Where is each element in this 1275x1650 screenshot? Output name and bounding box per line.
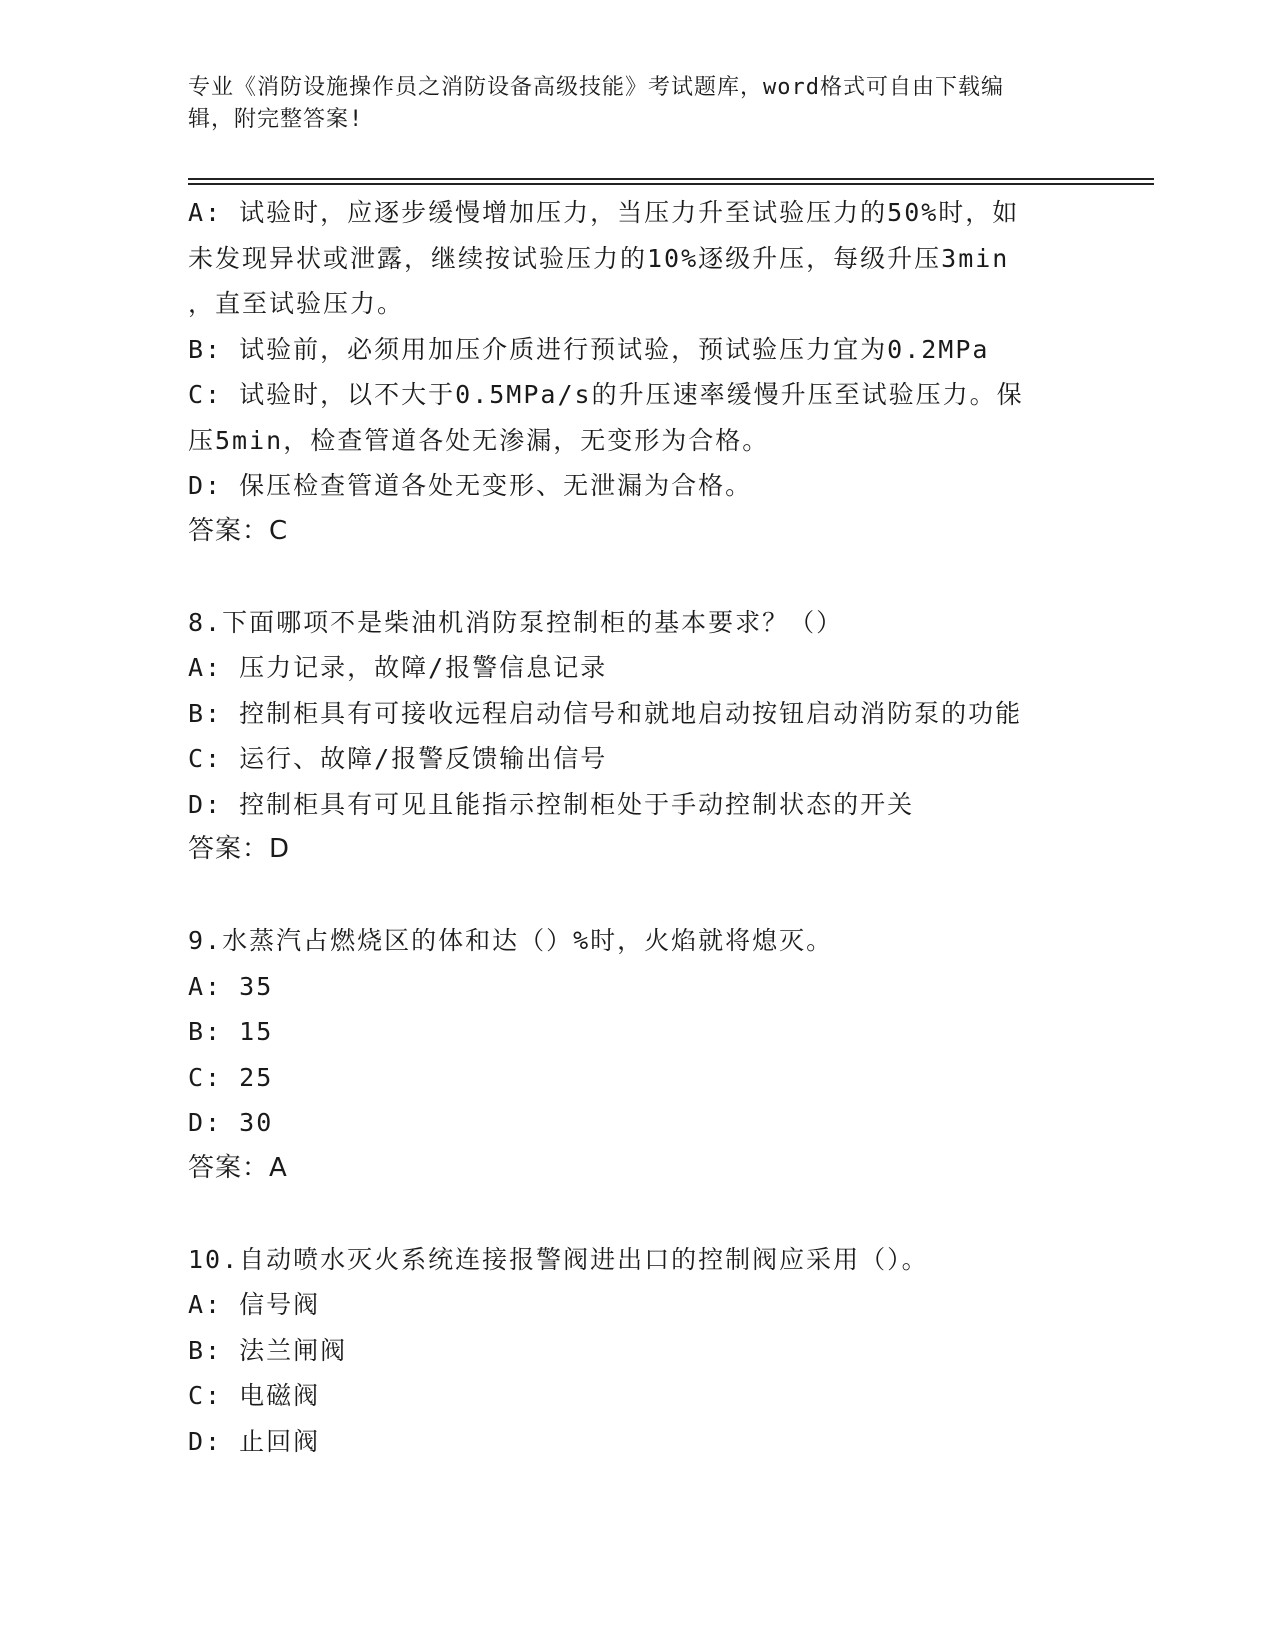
document-header [188, 72, 1068, 136]
q9-option-a: A: 35 [188, 971, 274, 1001]
q9-option-b: B: 15 [188, 1017, 274, 1046]
q8-answer: 答案：D [188, 834, 291, 864]
q10-question: 10.自动喷水灭火系统连接报警阀进出口的控制阀应采用（）。 [188, 1244, 929, 1274]
q10-option-a: A: 信号阀 [188, 1290, 321, 1319]
q10-option-c: C: 电磁阀 [188, 1381, 321, 1410]
q7-option-a-line1: A: 试验时，应逐步缓慢增加压力，当压力升至试验压力的50%时，如 [188, 198, 1020, 227]
q8-option-c: C: 运行、故障/报警反馈输出信号 [188, 744, 608, 773]
question-8-block [188, 600, 1088, 873]
q8-option-b: B: 控制柜具有可接收远程启动信号和就地启动按钮启动消防泵的功能 [188, 698, 1023, 728]
q7-option-c-line2: 压5min，检查管道各处无渗漏，无变形为合格。 [188, 425, 770, 455]
question-9-block [188, 918, 1088, 1191]
q7-option-d: D: 保压检查管道各处无变形、无泄漏为合格。 [188, 471, 753, 500]
header-divider-bottom [188, 183, 1154, 185]
header-divider-top [188, 178, 1154, 180]
q9-question: 9.水蒸汽占燃烧区的体和达（）%时，火焰就将熄灭。 [188, 926, 834, 955]
q7-option-a-line3: ，直至试验压力。 [188, 289, 405, 318]
q7-option-c-line1: C: 试验时，以不大于0.5MPa/s的升压速率缓慢升压至试验压力。保 [188, 380, 1024, 409]
q9-answer: 答案：A [188, 1152, 288, 1183]
header-line-1: 专业《消防设施操作员之消防设备高级技能》考试题库，word格式可自由下载编 [188, 75, 1004, 100]
q7-option-b: B: 试验前，必须用加压介质进行预试验，预试验压力宜为0.2MPa [188, 334, 990, 364]
question-10-block [188, 1237, 1088, 1465]
question-7-block [188, 190, 1088, 554]
q8-option-a: A: 压力记录，故障/报警信息记录 [188, 653, 608, 682]
q10-option-d: D: 止回阀 [188, 1426, 321, 1456]
q7-answer: 答案：C [188, 515, 289, 546]
q8-question: 8.下面哪项不是柴油机消防泵控制柜的基本要求？（） [188, 607, 844, 637]
q9-option-d: D: 30 [188, 1108, 274, 1137]
q7-option-a-line2: 未发现异状或泄露，继续按试验压力的10%逐级升压，每级升压3min [188, 243, 1010, 273]
spacer [188, 554, 1088, 600]
question-content [188, 190, 1088, 1464]
spacer [188, 873, 1088, 919]
q10-option-b: B: 法兰闸阀 [188, 1335, 348, 1365]
q8-option-d: D: 控制柜具有可见且能指示控制柜处于手动控制状态的开关 [188, 789, 915, 819]
q9-option-c: C: 25 [188, 1062, 274, 1092]
spacer [188, 1191, 1088, 1237]
header-line-2: 辑，附完整答案! [188, 107, 364, 132]
